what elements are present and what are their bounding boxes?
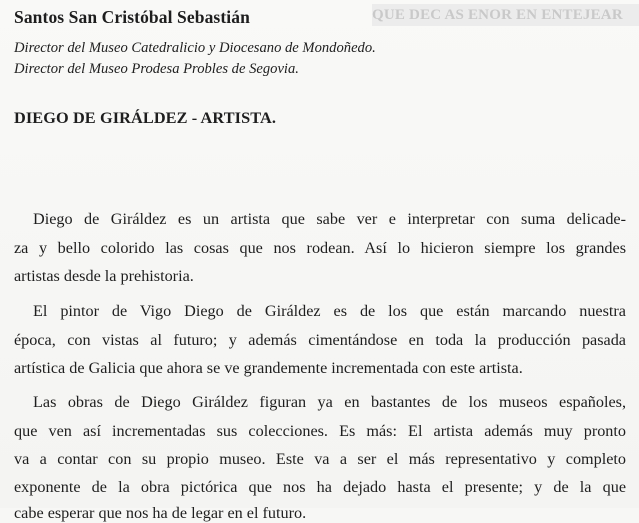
paragraph-1-line-1: Diego de Giráldez es un artista que sabe ver e interpretar con suma delicade- — [33, 210, 626, 228]
paragraph-3-line-1: Las obras de Diego Giráldez figuran ya en bastantes de los museos españoles, — [33, 393, 626, 411]
author-role-1: Director del Museo Catedralicio y Diocesano de Mondoñedo. — [14, 40, 376, 56]
paragraph-2-line-3: artística de Galicia que ahora se ve grandemente incrementada con este artista. — [14, 359, 523, 377]
paragraph-2-line-2: época, con vistas al futuro; y además cimentándose en toda la producción pasada — [14, 331, 626, 349]
faint-running-header: QUE DEC AS ENOR EN ENTEJEAR — [372, 4, 639, 26]
article-heading: DIEGO DE GIRÁLDEZ - ARTISTA. — [14, 108, 277, 127]
paragraph-3-line-2: que ven así incrementadas sus colecciones. Es más: El artista además muy pronto — [14, 422, 626, 440]
paragraph-3-line-5: cabe esperar que nos ha de legar en el futuro. — [14, 504, 307, 522]
paragraph-3-line-3: va a contar con su propio museo. Este va a ser el más representativo y completo — [14, 450, 626, 468]
paragraph-1-line-3: artistas desde la prehistoria. — [14, 267, 194, 285]
paragraph-3-line-4: exponente de la obra pictórica que nos ha dejado hasta el presente; y de la que — [14, 478, 626, 496]
author-role-2: Director del Museo Prodesa Probles de Segovia. — [14, 61, 299, 77]
paragraph-2-line-1: El pintor de Vigo Diego de Giráldez es de los que están marcando nuestra — [33, 302, 626, 320]
paragraph-1-line-2: za y bello colorido las cosas que nos rodean. Así lo hicieron siempre los grandes — [14, 239, 626, 257]
author-name: Santos San Cristóbal Sebastián — [14, 7, 250, 27]
